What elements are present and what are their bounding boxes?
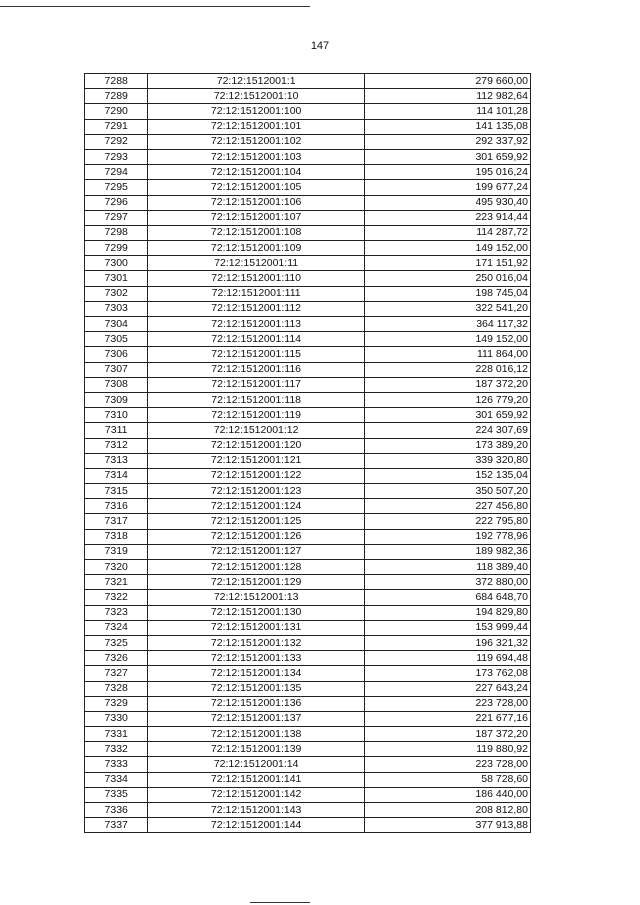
cadastral-value-cell: 114 101,28 <box>364 104 530 119</box>
cadastral-number-cell: 72:12:1512001:133 <box>148 651 364 666</box>
cadastral-number-cell: 72:12:1512001:119 <box>148 408 364 423</box>
table-row <box>85 241 531 256</box>
table-row <box>85 696 531 711</box>
row-number-cell: 7325 <box>85 635 148 650</box>
row-number-cell: 7328 <box>85 681 148 696</box>
cadastral-value-cell: 227 456,80 <box>364 499 530 514</box>
cadastral-number-cell: 72:12:1512001:110 <box>148 271 364 286</box>
cadastral-number-cell: 72:12:1512001:144 <box>148 818 364 833</box>
cadastral-number-cell: 72:12:1512001:143 <box>148 803 364 818</box>
cadastral-value-cell: 141 135,08 <box>364 119 530 134</box>
cadastral-value-cell: 186 440,00 <box>364 787 530 802</box>
row-number-cell: 7329 <box>85 696 148 711</box>
cadastral-number-cell: 72:12:1512001:117 <box>148 377 364 392</box>
row-number-cell: 7312 <box>85 438 148 453</box>
table-row <box>85 180 531 195</box>
cadastral-number-cell: 72:12:1512001:134 <box>148 666 364 681</box>
cadastral-value-cell: 192 778,96 <box>364 529 530 544</box>
row-number-cell: 7324 <box>85 620 148 635</box>
cadastral-value-cell: 119 880,92 <box>364 742 530 757</box>
table-row <box>85 742 531 757</box>
table-row <box>85 74 531 89</box>
cadastral-number-cell: 72:12:1512001:13 <box>148 590 364 605</box>
row-number-cell: 7332 <box>85 742 148 757</box>
row-number-cell: 7307 <box>85 362 148 377</box>
cadastral-value-cell: 173 389,20 <box>364 438 530 453</box>
row-number-cell: 7295 <box>85 180 148 195</box>
row-number-cell: 7304 <box>85 317 148 332</box>
row-number-cell: 7296 <box>85 195 148 210</box>
table-row <box>85 575 531 590</box>
table-row <box>85 651 531 666</box>
table-row <box>85 332 531 347</box>
cadastral-value-cell: 196 321,32 <box>364 635 530 650</box>
cadastral-number-cell: 72:12:1512001:112 <box>148 301 364 316</box>
row-number-cell: 7291 <box>85 119 148 134</box>
row-number-cell: 7317 <box>85 514 148 529</box>
cadastral-value-cell: 152 135,04 <box>364 468 530 483</box>
cadastral-number-cell: 72:12:1512001:12 <box>148 423 364 438</box>
cadastral-number-cell: 72:12:1512001:142 <box>148 787 364 802</box>
table-row <box>85 818 531 833</box>
cadastral-value-cell: 364 117,32 <box>364 317 530 332</box>
row-number-cell: 7299 <box>85 241 148 256</box>
cadastral-value-cell: 111 864,00 <box>364 347 530 362</box>
table-row <box>85 165 531 180</box>
cadastral-value-cell: 339 320,80 <box>364 453 530 468</box>
row-number-cell: 7311 <box>85 423 148 438</box>
cadastral-value-cell: 171 151,92 <box>364 256 530 271</box>
cadastral-value-cell: 227 643,24 <box>364 681 530 696</box>
row-number-cell: 7313 <box>85 453 148 468</box>
cadastral-value-cell: 223 728,00 <box>364 757 530 772</box>
cadastral-value-cell: 153 999,44 <box>364 620 530 635</box>
table-row <box>85 666 531 681</box>
row-number-cell: 7305 <box>85 332 148 347</box>
cadastral-number-cell: 72:12:1512001:127 <box>148 544 364 559</box>
scan-edge-line-bottom <box>250 902 310 903</box>
row-number-cell: 7289 <box>85 89 148 104</box>
cadastral-number-cell: 72:12:1512001:131 <box>148 620 364 635</box>
table-row <box>85 225 531 240</box>
cadastral-value-cell: 173 762,08 <box>364 666 530 681</box>
cadastral-number-cell: 72:12:1512001:141 <box>148 772 364 787</box>
cadastral-value-cell: 279 660,00 <box>364 74 530 89</box>
cadastral-value-cell: 292 337,92 <box>364 134 530 149</box>
table-body <box>85 74 531 833</box>
cadastral-value-cell: 684 648,70 <box>364 590 530 605</box>
table-row <box>85 347 531 362</box>
row-number-cell: 7333 <box>85 757 148 772</box>
row-number-cell: 7321 <box>85 575 148 590</box>
cadastral-value-cell: 372 880,00 <box>364 575 530 590</box>
cadastral-value-cell: 250 016,04 <box>364 271 530 286</box>
row-number-cell: 7297 <box>85 210 148 225</box>
row-number-cell: 7318 <box>85 529 148 544</box>
cadastral-value-cell: 221 677,16 <box>364 711 530 726</box>
table-row <box>85 590 531 605</box>
table-row <box>85 484 531 499</box>
table-row <box>85 772 531 787</box>
page-number: 147 <box>310 40 330 52</box>
table-row <box>85 392 531 407</box>
row-number-cell: 7320 <box>85 560 148 575</box>
cadastral-value-cell: 112 982,64 <box>364 89 530 104</box>
row-number-cell: 7327 <box>85 666 148 681</box>
row-number-cell: 7316 <box>85 499 148 514</box>
cadastral-value-cell: 195 016,24 <box>364 165 530 180</box>
table-row <box>85 468 531 483</box>
cadastral-number-cell: 72:12:1512001:108 <box>148 225 364 240</box>
cadastral-number-cell: 72:12:1512001:11 <box>148 256 364 271</box>
cadastral-number-cell: 72:12:1512001:130 <box>148 605 364 620</box>
cadastral-value-cell: 187 372,20 <box>364 377 530 392</box>
cadastral-number-cell: 72:12:1512001:105 <box>148 180 364 195</box>
cadastral-value-cell: 126 779,20 <box>364 392 530 407</box>
row-number-cell: 7334 <box>85 772 148 787</box>
table-row <box>85 423 531 438</box>
table-row <box>85 271 531 286</box>
row-number-cell: 7290 <box>85 104 148 119</box>
row-number-cell: 7322 <box>85 590 148 605</box>
cadastral-number-cell: 72:12:1512001:104 <box>148 165 364 180</box>
cadastral-number-cell: 72:12:1512001:111 <box>148 286 364 301</box>
table-row <box>85 377 531 392</box>
table-row <box>85 149 531 164</box>
cadastral-value-cell: 187 372,20 <box>364 727 530 742</box>
table-row <box>85 544 531 559</box>
table-row <box>85 605 531 620</box>
table-row <box>85 787 531 802</box>
table-row <box>85 89 531 104</box>
table-row <box>85 560 531 575</box>
cadastral-value-cell: 119 694,48 <box>364 651 530 666</box>
row-number-cell: 7309 <box>85 392 148 407</box>
row-number-cell: 7308 <box>85 377 148 392</box>
cadastral-number-cell: 72:12:1512001:124 <box>148 499 364 514</box>
cadastral-number-cell: 72:12:1512001:135 <box>148 681 364 696</box>
cadastral-number-cell: 72:12:1512001:136 <box>148 696 364 711</box>
row-number-cell: 7303 <box>85 301 148 316</box>
table-row <box>85 803 531 818</box>
row-number-cell: 7335 <box>85 787 148 802</box>
cadastral-value-cell: 228 016,12 <box>364 362 530 377</box>
table-row <box>85 635 531 650</box>
table-row <box>85 514 531 529</box>
cadastral-value-cell: 58 728,60 <box>364 772 530 787</box>
cadastral-number-cell: 72:12:1512001:103 <box>148 149 364 164</box>
table-row <box>85 529 531 544</box>
cadastral-number-cell: 72:12:1512001:125 <box>148 514 364 529</box>
cadastral-value-cell: 301 659,92 <box>364 149 530 164</box>
cadastral-number-cell: 72:12:1512001:139 <box>148 742 364 757</box>
cadastral-value-cell: 377 913,88 <box>364 818 530 833</box>
row-number-cell: 7293 <box>85 149 148 164</box>
cadastral-number-cell: 72:12:1512001:1 <box>148 74 364 89</box>
table-row <box>85 681 531 696</box>
cadastral-value-cell: 198 745,04 <box>364 286 530 301</box>
cadastral-number-cell: 72:12:1512001:137 <box>148 711 364 726</box>
row-number-cell: 7306 <box>85 347 148 362</box>
scan-edge-line-top <box>0 6 310 7</box>
table-row <box>85 711 531 726</box>
table-row <box>85 134 531 149</box>
cadastral-value-cell: 194 829,80 <box>364 605 530 620</box>
cadastral-number-cell: 72:12:1512001:116 <box>148 362 364 377</box>
cadastral-value-cell: 149 152,00 <box>364 332 530 347</box>
cadastral-value-cell: 208 812,80 <box>364 803 530 818</box>
row-number-cell: 7331 <box>85 727 148 742</box>
row-number-cell: 7319 <box>85 544 148 559</box>
row-number-cell: 7294 <box>85 165 148 180</box>
table-row <box>85 453 531 468</box>
cadastral-number-cell: 72:12:1512001:14 <box>148 757 364 772</box>
cadastral-value-cell: 495 930,40 <box>364 195 530 210</box>
row-number-cell: 7298 <box>85 225 148 240</box>
table-row <box>85 362 531 377</box>
table-row <box>85 210 531 225</box>
table-row <box>85 104 531 119</box>
cadastral-number-cell: 72:12:1512001:138 <box>148 727 364 742</box>
row-number-cell: 7288 <box>85 74 148 89</box>
table-row <box>85 727 531 742</box>
table-row <box>85 195 531 210</box>
table-row <box>85 256 531 271</box>
cadastral-number-cell: 72:12:1512001:100 <box>148 104 364 119</box>
cadastral-number-cell: 72:12:1512001:107 <box>148 210 364 225</box>
cadastral-number-cell: 72:12:1512001:122 <box>148 468 364 483</box>
row-number-cell: 7314 <box>85 468 148 483</box>
cadastral-number-cell: 72:12:1512001:115 <box>148 347 364 362</box>
row-number-cell: 7336 <box>85 803 148 818</box>
cadastral-value-table <box>84 73 531 833</box>
table-row <box>85 499 531 514</box>
row-number-cell: 7292 <box>85 134 148 149</box>
row-number-cell: 7323 <box>85 605 148 620</box>
cadastral-number-cell: 72:12:1512001:121 <box>148 453 364 468</box>
table-row <box>85 286 531 301</box>
cadastral-value-cell: 350 507,20 <box>364 484 530 499</box>
row-number-cell: 7310 <box>85 408 148 423</box>
cadastral-number-cell: 72:12:1512001:101 <box>148 119 364 134</box>
row-number-cell: 7330 <box>85 711 148 726</box>
cadastral-number-cell: 72:12:1512001:128 <box>148 560 364 575</box>
table-row <box>85 301 531 316</box>
cadastral-number-cell: 72:12:1512001:129 <box>148 575 364 590</box>
cadastral-value-cell: 189 982,36 <box>364 544 530 559</box>
row-number-cell: 7302 <box>85 286 148 301</box>
table-row <box>85 317 531 332</box>
cadastral-number-cell: 72:12:1512001:126 <box>148 529 364 544</box>
cadastral-number-cell: 72:12:1512001:114 <box>148 332 364 347</box>
table-row <box>85 620 531 635</box>
cadastral-number-cell: 72:12:1512001:118 <box>148 392 364 407</box>
cadastral-value-cell: 199 677,24 <box>364 180 530 195</box>
cadastral-number-cell: 72:12:1512001:10 <box>148 89 364 104</box>
table-row <box>85 438 531 453</box>
cadastral-value-cell: 223 728,00 <box>364 696 530 711</box>
cadastral-number-cell: 72:12:1512001:132 <box>148 635 364 650</box>
row-number-cell: 7301 <box>85 271 148 286</box>
cadastral-number-cell: 72:12:1512001:102 <box>148 134 364 149</box>
cadastral-value-cell: 223 914,44 <box>364 210 530 225</box>
row-number-cell: 7326 <box>85 651 148 666</box>
row-number-cell: 7315 <box>85 484 148 499</box>
table-row <box>85 119 531 134</box>
cadastral-value-cell: 222 795,80 <box>364 514 530 529</box>
cadastral-number-cell: 72:12:1512001:113 <box>148 317 364 332</box>
cadastral-value-cell: 118 389,40 <box>364 560 530 575</box>
cadastral-number-cell: 72:12:1512001:120 <box>148 438 364 453</box>
cadastral-value-cell: 149 152,00 <box>364 241 530 256</box>
row-number-cell: 7300 <box>85 256 148 271</box>
cadastral-value-cell: 322 541,20 <box>364 301 530 316</box>
table-row <box>85 757 531 772</box>
cadastral-value-cell: 114 287,72 <box>364 225 530 240</box>
cadastral-number-cell: 72:12:1512001:123 <box>148 484 364 499</box>
cadastral-value-cell: 224 307,69 <box>364 423 530 438</box>
cadastral-number-cell: 72:12:1512001:106 <box>148 195 364 210</box>
cadastral-value-cell: 301 659,92 <box>364 408 530 423</box>
cadastral-number-cell: 72:12:1512001:109 <box>148 241 364 256</box>
table-row <box>85 408 531 423</box>
row-number-cell: 7337 <box>85 818 148 833</box>
